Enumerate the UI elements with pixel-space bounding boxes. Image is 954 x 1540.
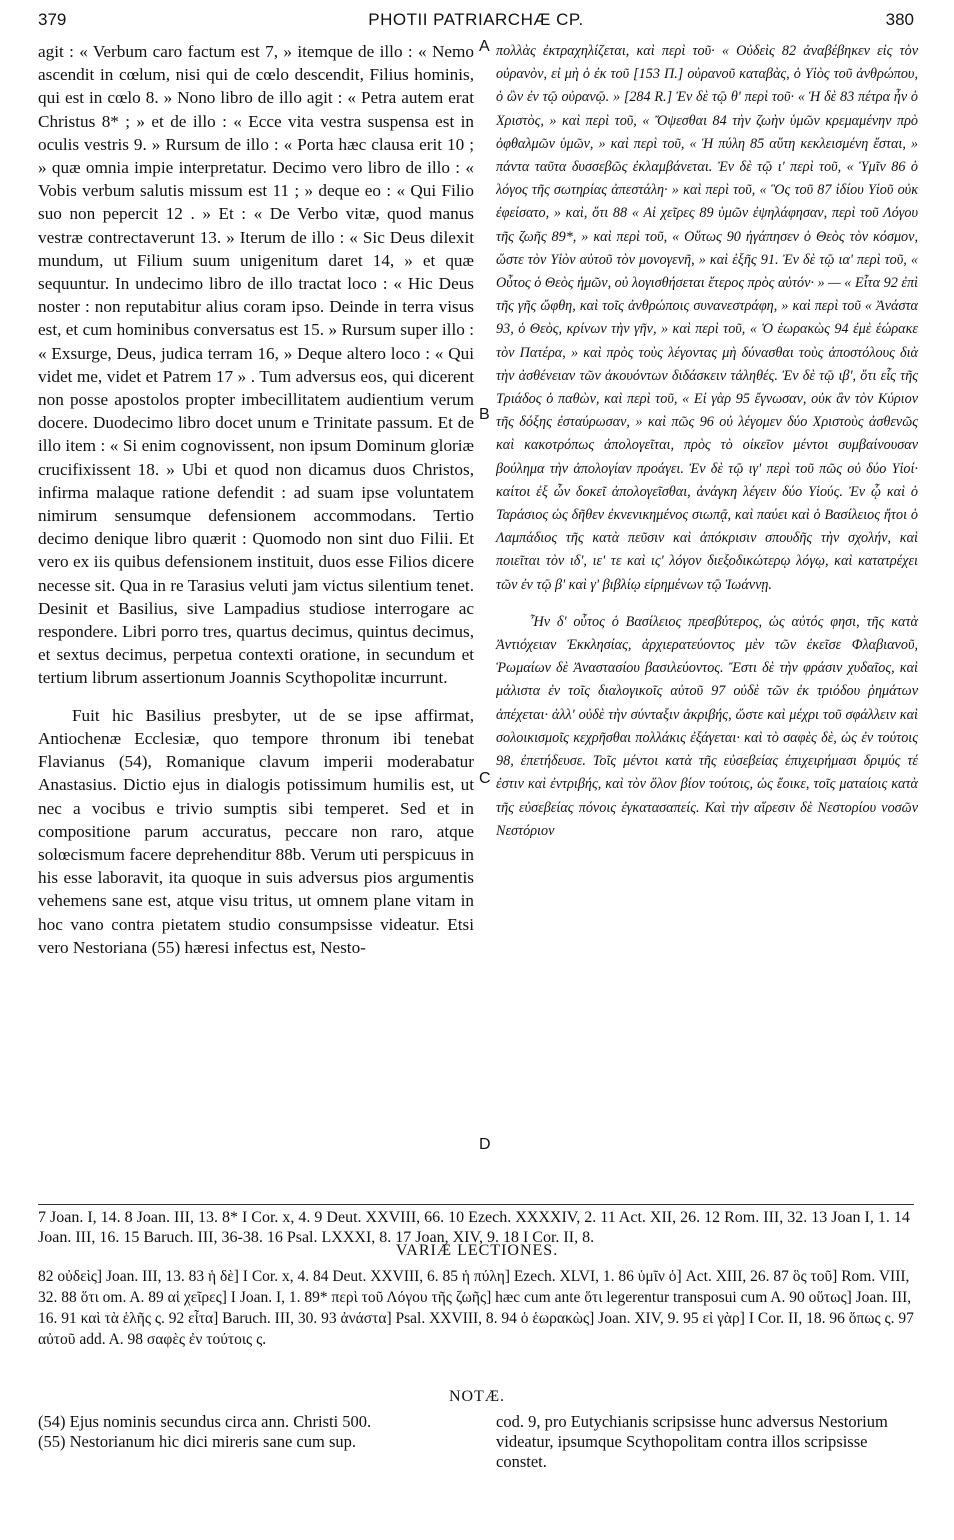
note-continuation: cod. 9, pro Eutychianis scripsisse hunc adversus Nestorium videatur, ipsumque Scythopolitam contra illos scripsisse constet. [496,1412,888,1471]
latin-column [38,40,474,959]
margin-marker-b: B [479,406,490,423]
margin-marker-d: D [479,1136,491,1153]
greek-paragraph: Ἦν δ' οὗτος ὁ Βασίλειος πρεσβύτερος, ὡς αὐτός φησι, τῆς κατὰ Ἀντιόχειαν Ἐκκλησίας, ἀρχιερατεύοντος μὲν τῶν ἐκεῖσε Φλαβιανοῦ, Ῥωμαίων δὲ Ἀναστασίου βασιλεύοντος. Ἔστι δὲ τὴν φράσιν χυδαῖος, καὶ μάλιστα ἐν τοῖς διαλογικοῖς αὐτοῦ 97 οὐδὲ τῶν ἐκ τριόδου ῥημάτων ἀπέχεται· ἀλλ' οὐδὲ τὴν σύνταξιν ἀκριβής, ὥστε καὶ μέχρι τοῦ σφάλλειν καὶ σολοικισμοῖς κεχρῆσθαι πολλάκις ἐξάγεται· καὶ τὸ σαφὲς δὲ, ὡς ἐν τούτοις 98, ἐπετήδευσε. Τοῖς μέντοι κατὰ τῆς εὐσεβείας ἐπιχειρήμασι δριμύς τέ ἐστιν καὶ ἐντριβής, καὶ τὸν ὅλον βίον τούτοις, ὡς ἔοικε, τοῖς ματαίοις κατὰ τῆς εὐσεβείας πόνοις ἐγκατασαπείς. Καὶ τὴν αἵρεσιν δὲ Νεστορίου νοσῶν Νεστόριον [496,613,918,839]
notae-left [38,1412,484,1452]
divider [38,1204,914,1205]
note-54: (54) Ejus nominis secundus circa ann. Christi 500. [38,1412,372,1431]
greek-paragraph: πολλὰς ἐκτραχηλίζεται, καὶ περὶ τοῦ· « Οὐδεὶς 82 ἀναβέβηκεν εἰς τὸν οὐρανὸν, εἰ μὴ ὁ ἐκ τοῦ [153 Π.] οὐρανοῦ καταβὰς, ὁ Υἱὸς τοῦ ἀνθρώπου, ὁ ὢν ἐν τῷ οὐρανῷ. » [284 R.] Ἐν δὲ τῷ θ' περὶ τοῦ· « Ἡ δὲ 83 πέτρα ἦν ὁ Χριστὸς, » καὶ περὶ τοῦ, « Ὄψεσθαι 84 τὴν ζωὴν ὑμῶν κρεμαμένην πρὸ ὀφθαλμῶν ὑμῶν, » καὶ περὶ τοῦ, « Ἡ πύλη 85 αὕτη κεκλεισμένη ἔσται, » πάντα ταῦτα δυσσεβῶς ἐκλαμβάνεται. Ἐν δὲ τῷ ι' περὶ τοῦ, « Ὑμῖν 86 ὁ λόγος τῆς σωτηρίας ἀπεστάλη· » καὶ περὶ τοῦ, « Ὃς τοῦ 87 ἰδίου Υἱοῦ οὐκ ἐφείσατο, » καὶ, ὅτι 88 « Αἱ χεῖρες 89 ὑμῶν ἐψηλάφησαν, περὶ τοῦ Λόγου τῆς ζωῆς 89*, » καὶ περὶ τοῦ, « Οὕτως 90 ἠγάπησεν ὁ Θεὸς τὸν κόσμον, ὥστε τὸν Υἱὸν αὐτοῦ τὸν μονογενῆ, » καὶ ἑξῆς 91. Ἐν δὲ τῷ ια' περὶ τοῦ, « Οὗτος ὁ Θεὸς ἡμῶν, οὐ λογισθήσεται ἕτερος πρὸς αὐτόν· » — « Εἶτα 92 ἐπὶ τῆς γῆς ὤφθη, καὶ τοῖς ἀνθρώποις συνανεστράφη, » καὶ περὶ τοῦ « Ἀνάστα 93, ὁ Θεὸς, κρίνων τὴν γῆν, » καὶ περὶ τοῦ, « Ὁ ἑωρακὼς 94 ἐμὲ ἑώρακε τὸν Πατέρα, » καὶ πρὸς τοὺς λέγοντας μὴ δύνασθαι τοὺς ἀποστόλους διὰ τὴν ἀσθένειαν τῶν ἀκουόντων διδάσκειν τἀληθές. Ἐν δὲ τῷ ιβ', ὅτι εἷς τῆς Τριάδος ὁ παθὼν, καὶ περὶ τοῦ, « Εἰ γὰρ 95 ἔγνωσαν, οὐκ ἂν τὸν Κύριον τῆς δόξης ἐσταύρωσαν, » καὶ πῶς 96 οὐ λέγομεν δύο Χριστοὺς ἀσθενῶς καὶ κακοτρόπως ἀπολογεῖται, πρὸς τὸ οἰκεῖον μέντοι συμβαίνουσαν βούλημα τὴν ἀπολογίαν προάγει. Ἐν δὲ τῷ ιγ' περὶ τοῦ πῶς οὐ δύο Υἱοί· καίτοι ἐξ ὧν δοκεῖ ἀπολογεῖσθαι, ἀνάγκη λέγειν δύο Υἱούς. Ἐν ᾧ καὶ ὁ Ταράσιος ὡς δῆθεν ἐκνενικημένος σιωπᾷ, καὶ παύει καὶ ὁ Βασίλειος ἤτοι ὁ Λαμπάδιος τῆς κατὰ πεῦσιν καὶ ἀπόκρισιν σπουδῆς τὴν σχολήν, καὶ ποιεῖται τὸν ιδ', ιε' τε καὶ ις' λόγον διεξοδικώτερῳ λόγῳ, καὶ κατατρέχει τῶν ἐν τῷ β' καὶ γ' βιβλίῳ εἰρημένων τῷ Ἰωάννῃ. [496,43,919,593]
latin-paragraph: agit : « Verbum caro factum est 7, » itemque de illo : « Nemo ascendit in cœlum, nisi qui de cœlo descendit, Filius hominis, qui est in cœlo 8. » Nono libro de illo agit : « Petra autem erat Christus 8* ; » et de illo : « Ecce vita vestra suspensa est in oculis vestris 9. » Rursum de illo : « Porta hæc clausa erit 10 ; » quæ omnia impie interpretatur. Decimo vero libro de illo : « Vobis verbum salutis missum est 11 ; » deque eo : « Qui Filio suo non pepercit 12 . » Et : « De Verbo vitæ, quod manus vestræ contrectaverunt 13. » Iterum de illo : « Sic Deus dilexit mundum, ut Filium suum unigenitum daret 14, » et quæ sequuntur. In undecimo libro de illo tractat loco : « Hic Deus noster : non reputabitur alius coram ipso. Deinde in terra visus est, et cum hominibus conversatus est 15. » Rursum super illo : « Exsurge, Deus, judica terram 16, » Deque altero loco : « Qui videt me, videt et Patrem 17 » . Tum adversus eos, qui dicerent non posse apostolos propter imbecillitatem audientium verum docere. Duodecimo libro docet unum e Trinitate passum. Et de illo item : « Si enim cognovissent, non ipsum Dominum gloriæ crucifixissent 18. » Ubi et quod non dicamus duos Christos, infirma malaque ratione defendit : ad suam ipse voluntatem nimirum sensumque defensionem accommodans. Tertio decimo denique libro quærit : Quomodo non sint duo Filii. Et vero ex iis quibus defensionem instituit, duos esse Filios dicere necesse sit. Qua in re Tarasius veluti jam victus silentium tenet. Desinit et Basilius, sive Lampadius studiose interrogare ac respondere. Libri porro tres, quartus decimus, quintus decimus, et sextus decimus, perpetua contexti oratione, in secundum et tertium librum assertionum Joannis Scythopolitæ incurrunt. [38,42,474,688]
variae-lectiones [38,1266,914,1350]
references-text: 7 Joan. I, 14. 8 Joan. III, 13. 8* I Cor. x, 4. 9 Deut. XXVIII, 66. 10 Ezech. XXXXIV, 2. 11 Act. XII, 26. 12 Rom. III, 32. 13 Joan I, 1. 14 Joan. III, 16. 15 Baruch. III, 36-38. 16 Psal. LXXXI, 8. 17 Joan, XIV, 9. 18 I Cor. II, 8. [38,1209,910,1246]
margin-marker-a: A [479,38,490,55]
notae-title: NOTÆ. [448,1388,506,1405]
latin-paragraph: Fuit hic Basilius presbyter, ut de se ipse affirmat, Antiochenæ Ecclesiæ, quo tempore thronum ibi tenebat Flavianus (54), Romanique clavum imperii moderabatur Anastasius. Dictio ejus in dialogis potissimum humilis est, ut nec a vocibus e trivio sumptis sibi temperet. Sed et in compositione parum accuratus, peccare non raro, atque solœcismum facere deprehenditur 88b. Verum uti perspicuus in his esse laboravit, ita quoque in suis adversus pios argumentis vehemens sane est, atque visu tritus, ut omnem plane vitam in hoc vano contra pietatem studio consumpsisse videatur. Etsi vero Nestoriana (55) hæresi infectus est, Nesto- [38,705,474,957]
page-title: PHOTII PATRIARCHÆ CP. [368,10,584,29]
page-number-right: 380 [885,10,914,29]
variae-title: VARIÆ LECTIONES. [395,1242,559,1259]
margin-marker-c: C [479,770,491,787]
greek-column [496,40,918,843]
notae-right [496,1412,918,1472]
variae-text: 82 οὐδεὶς] Joan. III, 13. 83 ἡ δὲ] I Cor. x, 4. 84 Deut. XXVIII, 6. 85 ἡ πύλη] Ezech. XLVI, 1. 86 ὑμῖν ὁ] Act. XIII, 26. 87 ὃς τοῦ] Rom. VIII, 32. 88 ὅτι om. A. 89 αἱ χεῖρες] I Joan. I, 1. 89* περὶ τοῦ Λόγου τῆς ζωῆς] hæc cum ante ὅτι legerentur transposui cum A. 90 οὕτως] Joan. III, 16. 91 καὶ τὰ ἑλῆς ς. 92 εἶτα] Baruch. III, 30. 93 ἀνάστα] Psal. XXVIII, 8. 94 ὁ ἑωρακὼς] Joan. XIV, 9. 95 εἰ γὰρ] I Cor. II, 18. 96 ὅπως ς. 97 αὐτοῦ add. A. 98 σαφὲς ἐν τούτοις ς. [38,1268,914,1348]
running-header [38,6,914,34]
page-number-left: 379 [38,10,67,29]
note-55: (55) Nestorianum hic dici mireris sane cum sup. [38,1432,357,1451]
